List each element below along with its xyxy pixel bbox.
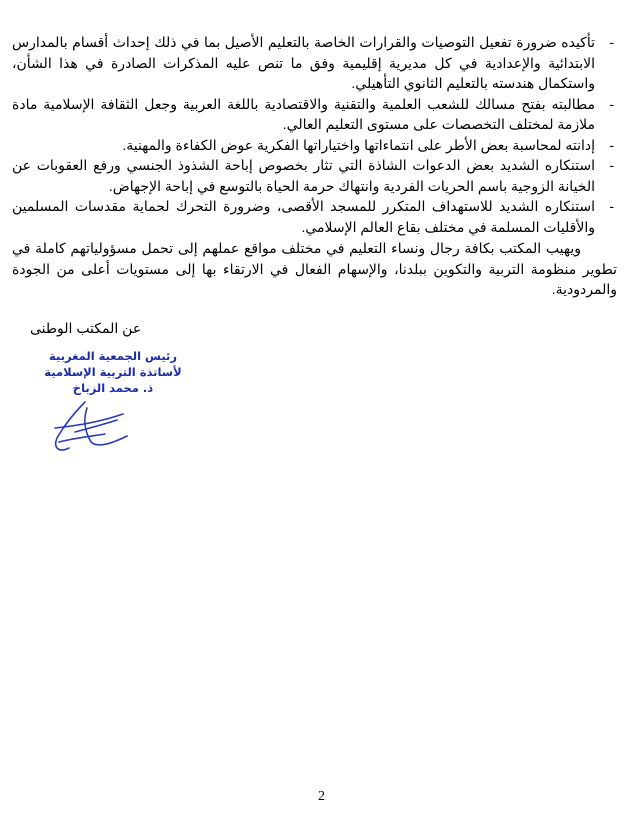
list-item bbox=[12, 196, 617, 237]
bullet-dash: - bbox=[609, 136, 614, 153]
stamp-line-name: ذ. محمد الزباخ bbox=[72, 381, 154, 395]
list-item-text: تأكيده ضرورة تفعيل التوصيات والقرارات الخاصة بالتعليم الأصيل بما في ذلك إحداث أقسام بالمدارس الابتدائية والإعدادية في كل مديرية إقليمية وفق ما تنص عليه المذكرات الصادرة في هذا الشأن، واستكمال هندسته بالتعليم الثانوي التأهيلي. bbox=[12, 34, 595, 91]
bullet-dash: - bbox=[609, 95, 614, 112]
signature-stroke bbox=[85, 408, 127, 445]
document-body bbox=[12, 32, 617, 300]
stamp-line-association: لأساتذة التربية الإسلامية bbox=[44, 365, 182, 379]
list-item bbox=[12, 32, 617, 94]
list-item bbox=[12, 155, 617, 196]
list-item-text: استنكاره الشديد بعض الدعوات الشاذة التي تثار بخصوص إباحة الشذوذ الجنسي ورفع العقوبات عن الخيانة الزوجية باسم الحريات الفردية وانتهاك حرمة الحياة بالتوسع في إباحة الإجهاض. bbox=[12, 157, 595, 194]
list-item-text: استنكاره الشديد للاستهداف المتكرر للمسجد الأقصى، وضرورة التحرك لحماية مقدسات المسلمين والأقليات المسلمة في مختلف بقاع العالم الإسلامي. bbox=[12, 198, 595, 235]
signature-stroke bbox=[59, 434, 105, 442]
bullet-dash: - bbox=[609, 34, 614, 50]
list-item-text: مطالبته بفتح مسالك للشعب العلمية والتقنية والاقتصادية باللغة العربية وجعل الثقافة الإسلامية مادة ملازمة لمختلف التخصصات على مستوى التعليم العالي. bbox=[12, 95, 595, 132]
signature-label: عن المكتب الوطنى bbox=[30, 320, 142, 336]
stamp-line-title: رئيس الجمعية المغربية bbox=[49, 349, 177, 363]
bullet-dash: - bbox=[609, 198, 614, 214]
list-item bbox=[12, 135, 617, 156]
bullet-dash: - bbox=[609, 157, 614, 173]
list-item bbox=[12, 94, 617, 135]
closing-paragraph: ويهيب المكتب بكافة رجال ونساء التعليم في مختلف مواقع عملهم إلى تحمل مسؤولياتهم كاملة في تطوير منظومة التربية والتكوين ببلدنا، والإسهام الفعال في الارتقاء بها إلى مستويات أعلى من الجودة والمردودية. bbox=[12, 240, 617, 297]
handwritten-signature bbox=[45, 398, 140, 458]
page-number: 2 bbox=[318, 789, 325, 804]
list-item-text: إدانته لمحاسبة بعض الأطر على انتماءاتها واختياراتها الفكرية عوض الكفاءة والمهنية. bbox=[122, 136, 595, 153]
